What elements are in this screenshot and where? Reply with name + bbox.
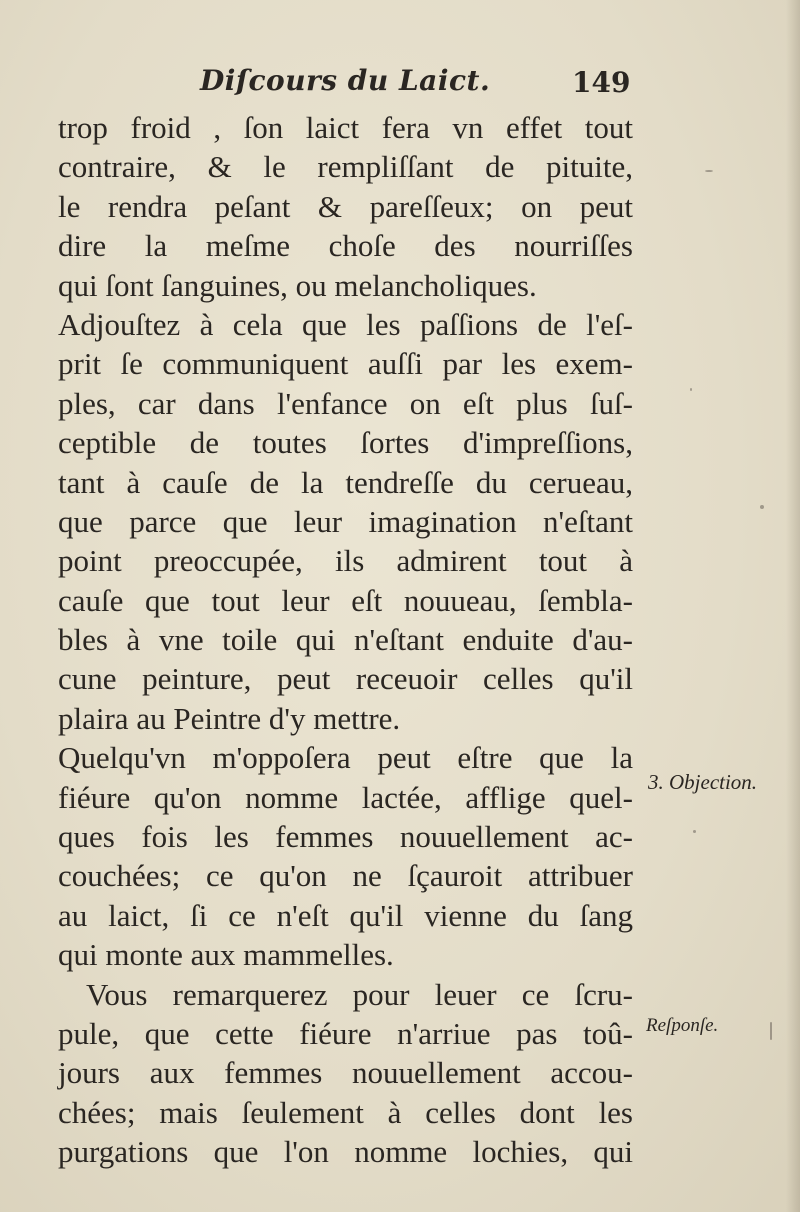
text-line: qui ſont ſanguines, ou melancholiques. <box>58 267 537 303</box>
text-line: tant à cauſe de la tendreſſe du cerueau, <box>58 464 633 500</box>
paper-speck <box>705 170 713 172</box>
text-line: ceptible de toutes ſortes d'impreſſions, <box>58 425 633 461</box>
margin-note-response: Reſponſe. <box>646 1015 719 1036</box>
text-line: trop froid , ſon laict fera vn effet tout <box>58 110 633 145</box>
text-line: plaira au Peintre d'y mettre. <box>58 700 401 736</box>
paper-speck <box>760 505 764 509</box>
text-line: jours aux femmes nouuellement accou- <box>58 1055 633 1091</box>
text-line: au laict, ſi ce n'eſt qu'il vienne du ſang <box>58 897 633 933</box>
paper-speck <box>690 388 692 391</box>
page-edge-shadow <box>786 0 800 1212</box>
body-text <box>58 108 633 1172</box>
paper-speck <box>693 830 696 833</box>
running-head <box>0 62 640 102</box>
text-line: purgations que l'on nomme lochies, qui <box>58 1134 633 1170</box>
text-line: Quelqu'vn m'oppoſera peut eſtre que la <box>58 740 633 776</box>
text-line: dire la meſme choſe des nourriſſes <box>58 228 633 264</box>
text-line: bles à vne toile qui n'eſtant enduite d'au- <box>58 622 633 658</box>
running-head-title: Diſcours du Laict. <box>200 64 491 97</box>
text-line: chées; mais ſeulement à celles dont les <box>58 1094 633 1130</box>
text-line: le rendra peſant & pareſſeux; on peut <box>58 188 633 224</box>
text-line: que parce que leur imagination n'eſtant <box>58 503 633 539</box>
text-line: point preoccupée, ils admirent tout à <box>58 543 633 579</box>
text-line: contraire, & le rempliſſant de pituite, <box>58 149 633 185</box>
text-line: couchées; ce qu'on ne ſçauroit attribuer <box>58 858 633 894</box>
text-line: Vous remarquerez pour leuer ce ſcru- <box>86 976 633 1012</box>
text-line: qui monte aux mammelles. <box>58 937 394 973</box>
text-line: prit ſe communiquent auſſi par les exem- <box>58 346 633 382</box>
text-line: cune peinture, peut receuoir celles qu'il <box>58 661 633 697</box>
paper-speck <box>770 1022 772 1040</box>
text-line: pule, que cette fiéure n'arriue pas toû- <box>58 1015 633 1051</box>
margin-note-objection: 3. Objection. <box>648 770 758 794</box>
text-line: fiéure qu'on nomme lactée, afflige quel- <box>58 779 633 815</box>
text-line: Adjouſtez à cela que les paſſions de l'eſ- <box>58 306 633 342</box>
text-line: ques fois les femmes nouuellement ac- <box>58 819 633 855</box>
text-line: ples, car dans l'enfance on eſt plus ſuſ- <box>58 385 633 421</box>
text-line: cauſe que tout leur eſt nouueau, ſembla- <box>58 582 633 618</box>
page-number: 149 <box>572 66 631 99</box>
